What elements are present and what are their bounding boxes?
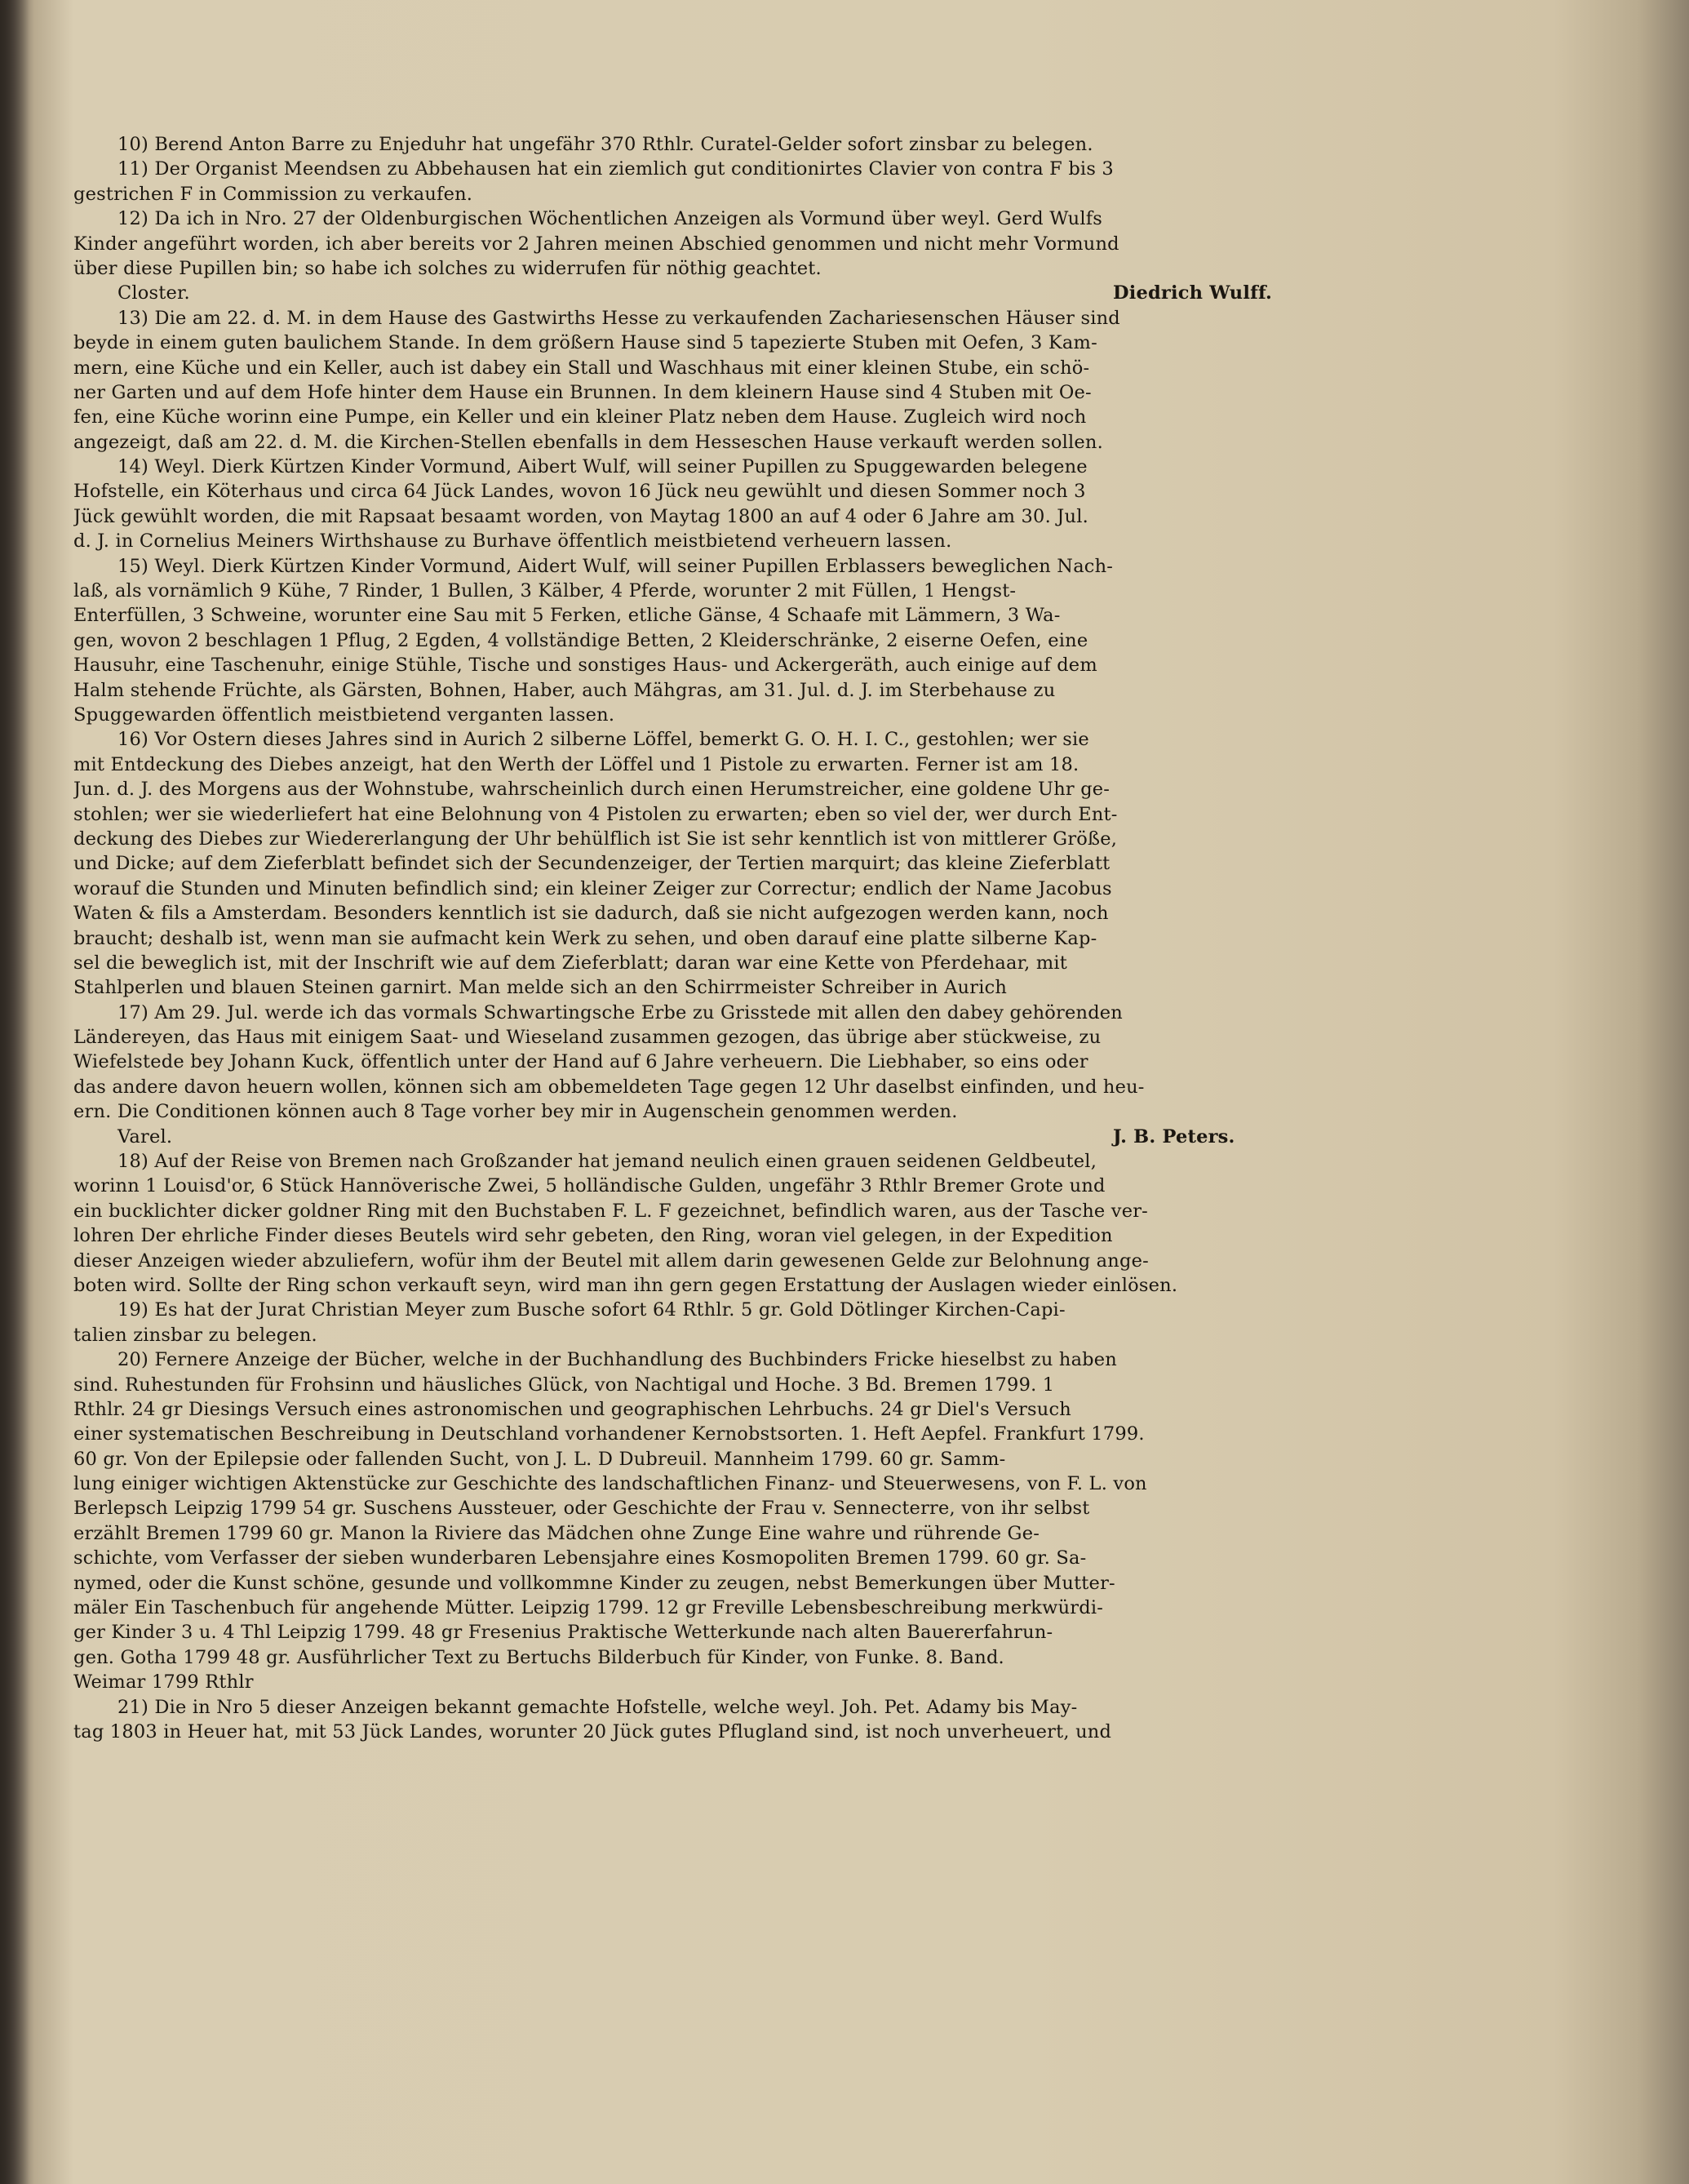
text-line: Enterfüllen, 3 Schweine, worunter eine Sau mit 5 Ferken, etliche Gänse, 4 Schaafe mit Lämmern, 3 Wa- bbox=[73, 605, 1061, 627]
text-line: 60 gr. Von der Epilepsie oder fallenden Sucht, von J. L. D Dubreuil. Mannheim 1799. 60 gr. Samm- bbox=[73, 1448, 1006, 1470]
text-line: Halm stehende Früchte, als Gärsten, Bohnen, Haber, auch Mähgras, am 31. Jul. d. J. im Sterbehause zu bbox=[73, 679, 1056, 701]
text-line: boten wird. Sollte der Ring schon verkauft seyn, wird man ihn gern gegen Erstattung der Auslagen wieder einlösen. bbox=[73, 1274, 1178, 1296]
text-line: schichte, vom Verfasser der sieben wunderbaren Lebensjahre eines Kosmopoliten Bremen 1799. 60 gr. Sa- bbox=[73, 1547, 1087, 1569]
text-line: mäler Ein Taschenbuch für angehende Mütter. Leipzig 1799. 12 gr Freville Lebensbeschreibung merkwürdi- bbox=[73, 1597, 1104, 1619]
text-line: ger Kinder 3 u. 4 Thl Leipzig 1799. 48 gr Fresenius Praktische Wetterkunde nach alten Bauererfahrun- bbox=[73, 1622, 1053, 1644]
text-line: braucht; deshalb ist, wenn man sie aufmacht kein Werk zu sehen, und oben darauf eine platte silberne Kap- bbox=[73, 927, 1097, 949]
text-line: das andere davon heuern wollen, können sich am obbemeldeten Tage gegen 12 Uhr daselbst einfinden, und heu- bbox=[73, 1076, 1145, 1098]
text-line: 20) Fernere Anzeige der Bücher, welche in der Buchhandlung des Buchbinders Fricke hieselbst zu haben bbox=[117, 1349, 1117, 1371]
binding-shadow bbox=[0, 0, 29, 2184]
text-line: 15) Weyl. Dierk Kürtzen Kinder Vormund, Aidert Wulf, will seiner Pupillen Erblassers beweglichen Nach- bbox=[117, 555, 1114, 577]
text-line: 17) Am 29. Jul. werde ich das vormals Schwartingsche Erbe zu Grisstede mit allen den dabey gehörenden bbox=[117, 1001, 1124, 1023]
text-line: ein bucklichter dicker goldner Ring mit den Buchstaben F. L. F gezeichnet, befindlich waren, aus der Tasche ver- bbox=[73, 1200, 1148, 1222]
text-line: Waten & fils a Amsterdam. Besonders kenntlich ist sie dadurch, daß sie nicht aufgezogen werden kann, noch bbox=[73, 903, 1109, 925]
text-line: Spuggewarden öffentlich meistbietend verganten lassen. bbox=[73, 704, 615, 726]
signature-place: Varel. bbox=[117, 1125, 173, 1147]
text-line: sind. Ruhestunden für Frohsinn und häusliches Glück, von Nachtigal und Hoche. 3 Bd. Bremen 1799. 1 bbox=[73, 1374, 1055, 1396]
text-line: lohren Der ehrliche Finder dieses Beutels wird sehr gebeten, den Ring, woran viel gelegen, in der Expedition bbox=[73, 1225, 1113, 1247]
text-line: Kinder angeführt worden, ich aber bereits vor 2 Jahren meinen Abschied genommen und nicht mehr Vormund bbox=[73, 233, 1119, 255]
text-line: gen, wovon 2 beschlagen 1 Pflug, 2 Egden, 4 vollständige Betten, 2 Kleiderschränke, 2 eiserne Oefen, eine bbox=[73, 629, 1088, 651]
text-line: worinn 1 Louisd'or, 6 Stück Hannöverische Zwei, 5 holländische Gulden, ungefähr 3 Rthlr Bremer Grote und bbox=[73, 1175, 1106, 1197]
text-line: Stahlperlen und blauen Steinen garnirt. Man melde sich an den Schirrmeister Schreiber in Aurich bbox=[73, 977, 1008, 999]
text-line: laß, als vornämlich 9 Kühe, 7 Rinder, 1 Bullen, 3 Kälber, 4 Pferde, worunter 2 mit Füllen, 1 Hengst- bbox=[73, 580, 1017, 602]
text-line: gen. Gotha 1799 48 gr. Ausführlicher Text zu Bertuchs Bilderbuch für Kinder, von Funke. 8. Band. bbox=[73, 1646, 1004, 1668]
text-line: talien zinsbar zu belegen. bbox=[73, 1324, 317, 1346]
text-line: beyde in einem guten baulichem Stande. In dem größern Hause sind 5 tapezierte Stuben mit Oefen, 3 Kam- bbox=[73, 332, 1097, 354]
text-line: ern. Die Conditionen können auch 8 Tage vorher bey mir in Augenschein genommen werden. bbox=[73, 1101, 958, 1123]
signature-wulff bbox=[73, 281, 1461, 305]
notices-18-21 bbox=[73, 1149, 1461, 1744]
text-line: einer systematischen Beschreibung in Deutschland vorhandener Kernobstsorten. 1. Heft Aepfel. Frankfurt 1799. bbox=[73, 1423, 1145, 1445]
text-line: über diese Pupillen bin; so habe ich solches zu widerrufen für nöthig geachtet. bbox=[73, 257, 822, 279]
text-line: worauf die Stunden und Minuten befindlich sind; ein kleiner Zeiger zur Correctur; endlich der Name Jacobus bbox=[73, 877, 1112, 899]
notices-10-12 bbox=[73, 132, 1461, 281]
text-line: 12) Da ich in Nro. 27 der Oldenburgischen Wöchentlichen Anzeigen als Vormund über weyl. Gerd Wulfs bbox=[117, 208, 1102, 230]
text-line: 18) Auf der Reise von Bremen nach Großzander hat jemand neulich einen grauen seidenen Geldbeutel, bbox=[117, 1151, 1097, 1173]
text-line: 19) Es hat der Jurat Christian Meyer zum Busche sofort 64 Rthlr. 5 gr. Gold Dötlinger Kirchen-Capi- bbox=[117, 1299, 1066, 1321]
text-line: sel die beweglich ist, mit der Inschrift wie auf dem Zieferblatt; daran war eine Kette von Pferdehaar, mit bbox=[73, 952, 1068, 974]
text-line: Weimar 1799 Rthlr bbox=[73, 1671, 254, 1693]
text-line: mern, eine Küche und ein Keller, auch ist dabey ein Stall und Waschhaus mit einer kleinen Stube, ein schö- bbox=[73, 357, 1090, 379]
signature-peters bbox=[73, 1125, 1461, 1149]
text-line: gestrichen F in Commission zu verkaufen. bbox=[73, 183, 473, 205]
text-line: ner Garten und auf dem Hofe hinter dem Hause ein Brunnen. In dem kleinern Hause sind 4 Stuben mit Oe- bbox=[73, 381, 1092, 403]
text-line: erzählt Bremen 1799 60 gr. Manon la Riviere das Mädchen ohne Zunge Eine wahre und rührende Ge- bbox=[73, 1522, 1040, 1544]
text-line: Jück gewühlt worden, die mit Rapsaat besaamt worden, von Maytag 1800 an auf 4 oder 6 Jahre am 30. Jul. bbox=[73, 505, 1088, 527]
text-line: Rthlr. 24 gr Diesings Versuch eines astronomischen und geographischen Lehrbuchs. 24 gr Diel's Versuch bbox=[73, 1398, 1071, 1420]
notices-13-17 bbox=[73, 306, 1461, 1125]
text-line: Wiefelstede bey Johann Kuck, öffentlich unter der Hand auf 6 Jahre verheuern. Die Liebhaber, so eins oder bbox=[73, 1051, 1088, 1073]
text-line: Jun. d. J. des Morgens aus der Wohnstube, wahrscheinlich durch einen Herumstreicher, eine goldene Uhr ge- bbox=[73, 779, 1110, 801]
text-line: nymed, oder die Kunst schöne, gesunde und vollkommne Kinder zu zeugen, nebst Bemerkungen über Mutter- bbox=[73, 1572, 1115, 1594]
text-line: stohlen; wer sie wiederliefert hat eine Belohnung von 4 Pistolen zu erwarten; eben so viel der, wer durch Ent- bbox=[73, 803, 1118, 825]
text-line: 10) Berend Anton Barre zu Enjeduhr hat ungefähr 370 Rthlr. Curatel-Gelder sofort zinsbar zu belegen. bbox=[117, 134, 1093, 155]
text-line: deckung des Diebes zur Wiedererlangung der Uhr behülflich ist Sie ist sehr kenntlich ist von mittlerer Größe, bbox=[73, 828, 1118, 850]
text-line: 16) Vor Ostern dieses Jahres sind in Aurich 2 silberne Löffel, bemerkt G. O. H. I. C., gestohlen; wer sie bbox=[117, 729, 1089, 751]
signature-name: Diedrich Wulff. bbox=[1113, 282, 1273, 304]
text-line: angezeigt, daß am 22. d. M. die Kirchen-Stellen ebenfalls in dem Hesseschen Hause verkauft werden sollen. bbox=[73, 431, 1103, 453]
signature-name: J. B. Peters. bbox=[1113, 1125, 1235, 1147]
text-line: tag 1803 in Heuer hat, mit 53 Jück Landes, worunter 20 Jück gutes Pflugland sind, ist noch unverheuert, und bbox=[73, 1721, 1112, 1742]
text-line: lung einiger wichtigen Aktenstücke zur Geschichte des landschaftlichen Finanz- und Steuerwesens, von F. L. von bbox=[73, 1473, 1147, 1495]
text-line: fen, eine Küche worinn eine Pumpe, ein Keller und ein kleiner Platz neben dem Hause. Zugleich wird noch bbox=[73, 406, 1087, 428]
text-line: d. J. in Cornelius Meiners Wirthshause zu Burhave öffentlich meistbietend verheuern lassen. bbox=[73, 530, 952, 553]
text-line: mit Entdeckung des Diebes anzeigt, hat den Werth der Löffel und 1 Pistole zu erwarten. Ferner ist am 18. bbox=[73, 753, 1079, 775]
text-line: 11) Der Organist Meendsen zu Abbehausen hat ein ziemlich gut conditionirtes Clavier von contra F bis 3 bbox=[117, 158, 1114, 180]
text-line: 14) Weyl. Dierk Kürtzen Kinder Vormund, Aibert Wulf, will seiner Pupillen zu Spuggewarden belegene bbox=[117, 456, 1088, 478]
text-line: Hausuhr, eine Taschenuhr, einige Stühle, Tische und sonstiges Haus- und Ackergeräth, auch einige auf dem bbox=[73, 655, 1097, 677]
signature-place: Closter. bbox=[117, 282, 190, 304]
text-line: und Dicke; auf dem Zieferblatt befindet sich der Secundenzeiger, der Tertien marquirt; das kleine Zieferblatt bbox=[73, 853, 1110, 875]
text-line: 21) Die in Nro 5 dieser Anzeigen bekannt gemachte Hofstelle, welche weyl. Joh. Pet. Adamy bis May- bbox=[117, 1696, 1078, 1718]
text-line: Hofstelle, ein Köterhaus und circa 64 Jück Landes, wovon 16 Jück neu gewühlt und diesen Sommer noch 3 bbox=[73, 481, 1086, 503]
text-line: dieser Anzeigen wieder abzuliefern, wofür ihm der Beutel mit allem darin gewesenen Gelde zur Belohnung ange- bbox=[73, 1250, 1149, 1272]
text-column bbox=[73, 132, 1461, 1744]
text-line: Ländereyen, das Haus mit einigem Saat- und Wieseland zusammen gezogen, das übrige aber stückweise, zu bbox=[73, 1027, 1102, 1049]
text-line: 13) Die am 22. d. M. in dem Hause des Gastwirths Hesse zu verkaufenden Zachariesenschen Häuser sind bbox=[117, 307, 1120, 329]
text-line: Berlepsch Leipzig 1799 54 gr. Suschens Aussteuer, oder Geschichte der Frau v. Sennecterre, von ihr selbst bbox=[73, 1498, 1090, 1520]
